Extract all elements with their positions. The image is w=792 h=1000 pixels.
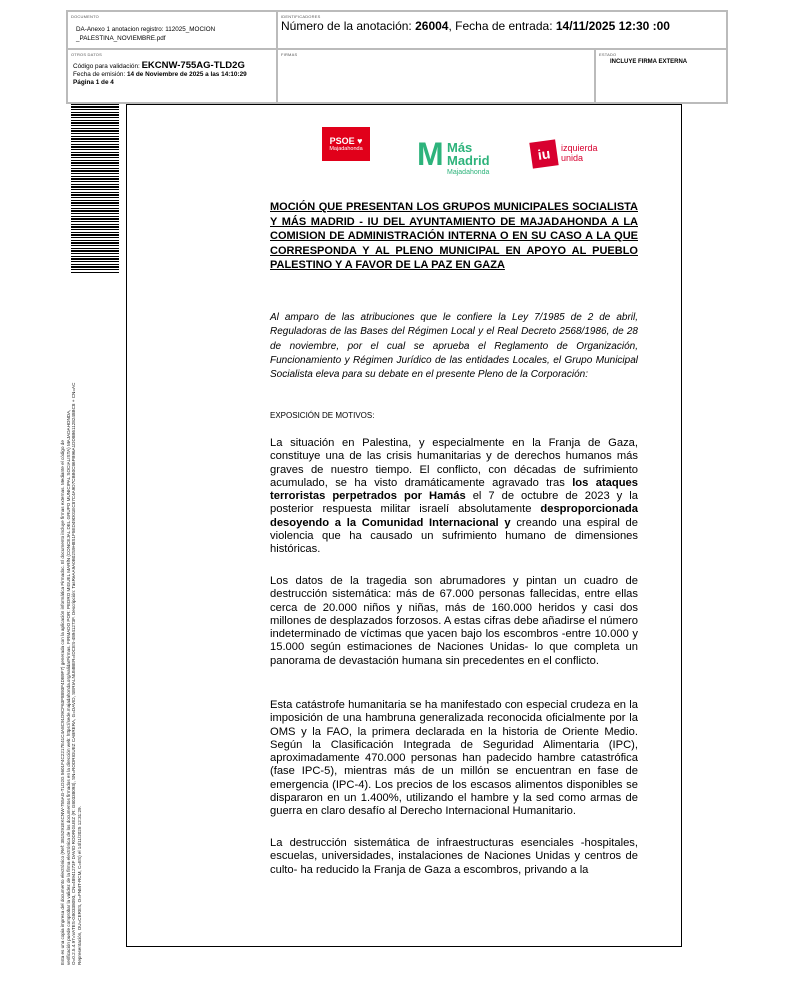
documento-cell [67,11,277,49]
paragraph-3: Esta catástrofe humanitaria se ha manifestado con especial crudeza en la imposición de una hambruna generalizada reconocida oficialmente por la OMS y la FAO, la primera declarada en la historia de Oriente Medio. Según la Clasificación Integrada de Seguridad Alimentaria (IPC), aproximadamente 470.000 personas han padecido hambre catastrófica (fase IPC-5), mientras más de un millón se encuentran en fase de emergencia (IPC-4). Los precios de los escasos alimentos disponibles se dispararon en un 1.400%, utilizando el hambre y la sed como armas de guerra en claro desafío al Derecho Internacional Humanitario. [270,699,638,818]
paragraph-1: La situación en Palestina, y especialmente en la Franja de Gaza, constituye una de las crisis humanitarias y de derechos humanos más graves de nuestro tiempo. El conflicto, con décadas de sufrimiento acumulado, se ha visto dramáticamente agravado tras los ataques terroristas perpetrados por Hamás el 7 de octubre de 2023 y la posterior respuesta militar israelí absolutamente desproporcionada desoyendo a la Comunidad Internacional y creando una espiral de violencia que ha causado un sufrimiento humano de dimensiones históricas. [270,437,638,556]
paragraph-4: La destrucción sistemática de infraestructuras esenciales -hospitales, escuelas, universidades, instalaciones de Naciones Unidas y centros de culto- ha reducido la Franja de Gaza a escombros, privando a la [270,837,638,876]
heart-icon: ♥ [357,136,363,146]
firmas-label: FIRMAS [281,52,298,57]
registry-header [66,10,728,104]
identificadores-label: IDENTIFICADORES [281,14,321,19]
side-text-line: verificación puede comprobar la validez de la firma electrónica de los documentos firmados en la dirección web: https://sede.majadahonda.org/validarFirmas. FIRMADO POR: PEDRO MIGUEL MARÍN (CONCEJAL DEL GRUPO MUNICIPAL SOCIALISTA) MAJADAHONDA, [65,409,71,965]
paragraph-2: Los datos de la tragedia son abrumadores y pintan un cuadro de destrucción sistemática: más de 67.000 personas fallecidas, entre ellas cerca de 20.000 niños y niñas, más de 160.000 heridos y casi dos millones de desplazados forzosos. A estas cifras debe añadirse el número indeterminado de víctimas que yacen bajo los escombros -entre 10.000 y 15.000 según estimaciones de Naciones Unidas- lo que completa un panorama de devastación humana sin precedentes en el conflicto. [270,575,638,667]
side-verification-text [60,275,82,965]
firmas-cell [277,49,595,103]
document-page [126,104,682,947]
documento-name: DA-Anexo 1 anotacion registro: 112025_MOCION _PALESTINA_NOVIEMBRE.pdf [76,26,216,42]
page-count: Página 1 de 4 [73,79,114,86]
entrada-fecha: 14/11/2025 12:30 :00 [555,19,670,33]
emission-date: 14 de Noviembre de 2025 a las 14:10:29 [127,71,247,78]
psoe-logo: PSOE ♥ Majadahonda [322,127,370,161]
side-text-line: Esta es una copia impresa del documento electrónico (Ref: 3815291EKCNW-755AG-TLD2G 5601F4C2217E41C4A8C91D9CF63F8893F4DB9F7) generada con la aplicación informática Firmadoc. El documento incluye firmas externas. Mediante el código de [60,440,65,965]
otros-label: OTROS DATOS [71,52,102,57]
estado-label: ESTADO [599,52,617,57]
anotacion-line: Número de la anotación: 26004, Fecha de entrada: 14/11/2025 12:30 :00 [281,19,670,33]
side-text-line: O=0.2.5.4.97=VATES-G80338093, CN=48941273F DAVID RODRIGUEZ (R: G80338093), SN=RODRIGUEZ CABRERA, G=DAVID, SERIALNUMBER=IDCES-48941273F. Descripción: TasReAA9A0B02S9H8S1F5ED49D01EC87C4A9D7CBB0C86FB96A1DD8B61128248BC8 + CN=AC [71,382,77,965]
validation-code: EKCNW-755AG-TLD2G [141,60,245,71]
otros-datos-cell [67,49,277,103]
iu-mark-icon: iu [529,139,558,168]
estado-cell [595,49,727,103]
exposicion-heading: EXPOSICIÓN DE MOTIVOS: [270,411,375,420]
documento-label: DOCUMENTO [71,14,99,19]
side-text-line: Representación, OU=CERES, O=FNMT-RCM, C=ES) el 14/11/2025 12:31:29. [76,806,82,965]
intro-paragraph: Al amparo de las atribuciones que le confiere la Ley 7/1985 de 2 de abril, Reguladoras de las Bases del Régimen Local y el Real Decreto 2568/1986, de 28 de noviembre, por el cual se aprueba el Reglamento de Organización, Funcionamiento y Régimen Jurídico de las entidades Locales, el Grupo Municipal Socialista eleva para su debate en el presente Pleno de la Corporación: [270,312,638,381]
identificadores-cell [277,11,727,49]
anotacion-number: 26004 [415,19,449,33]
mas-madrid-logo: M Más Madrid Majadahonda [417,136,490,176]
validation-info: Código para validación: EKCNW-755AG-TLD2G Fecha de emisión: 14 de Noviembre de 2025 a las 14:10:29 Página 1 de 4 [73,60,247,86]
mas-madrid-mark-icon: M [417,136,444,172]
estado-value: INCLUYE FIRMA EXTERNA [610,59,688,65]
iu-logo: iu izquierda unida [531,133,621,169]
motion-title: MOCIÓN QUE PRESENTAN LOS GRUPOS MUNICIPALES SOCIALISTA Y MÁS MADRID - IU DEL AYUNTAMIENTO DE MAJADAHONDA A LA COMISION DE ADMINISTRACIÓN INTERNA O EN SU CASO A LA QUE CORRESPONDA Y AL PLENO MUNICIPAL EN APOYO AL PUEBLO PALESTINO Y A FAVOR DE LA PAZ EN GAZA [270,201,638,271]
barcode [71,104,119,274]
